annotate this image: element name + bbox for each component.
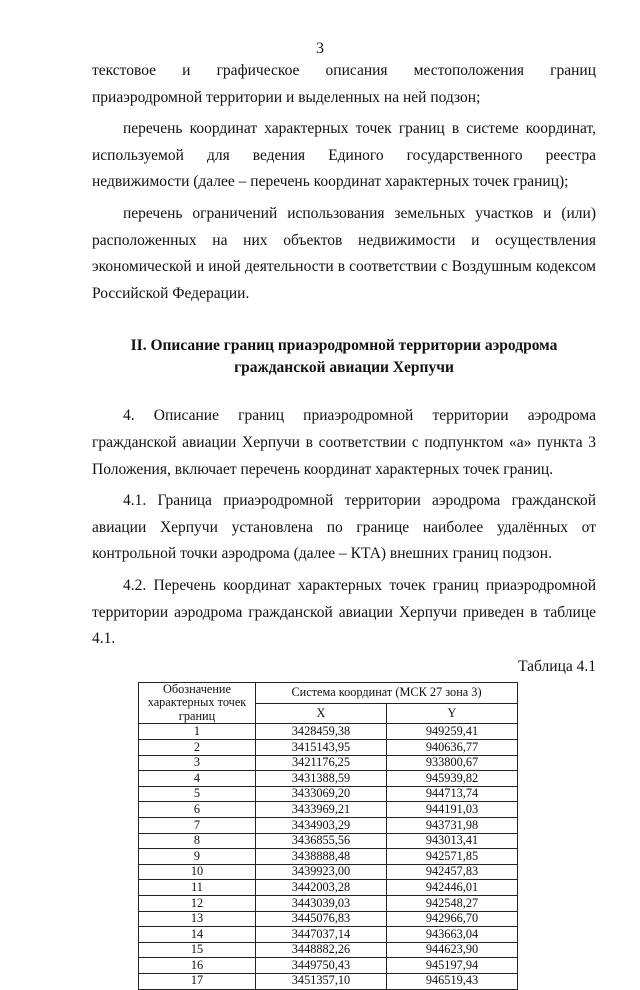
header-designation: Обозначение характерных точек границ — [139, 682, 256, 724]
point-number-cell: 7 — [139, 818, 256, 834]
point-number-cell: 1 — [139, 724, 256, 740]
y-coordinate-cell: 942571,85 — [387, 849, 518, 865]
table-row — [139, 927, 518, 943]
table-row — [139, 942, 518, 958]
table-row — [139, 755, 518, 771]
table-caption: Таблица 4.1 — [518, 657, 596, 675]
point-number-cell: 15 — [139, 942, 256, 958]
point-number-cell: 9 — [139, 849, 256, 865]
page-number: 3 — [316, 40, 324, 57]
table-row — [139, 724, 518, 740]
coordinates-table — [138, 682, 518, 990]
section-heading-line-2: гражданской авиации Херпучи — [234, 359, 454, 377]
table-row — [139, 740, 518, 756]
intro-paragraph-2: перечень координат характерных точек границ в системе координат, используемой для ведения Единого государственного реестра недвижимости (далее – перечень координат характерных точек границ); — [92, 120, 596, 191]
x-coordinate-cell: 3434903,29 — [256, 818, 387, 834]
x-coordinate-cell: 3443039,03 — [256, 896, 387, 912]
point-number-cell: 12 — [139, 896, 256, 912]
header-coordinate-system: Система координат (МСК 27 зона 3) — [256, 682, 518, 703]
point-number-cell: 10 — [139, 864, 256, 880]
y-coordinate-cell: 943663,04 — [387, 927, 518, 943]
x-coordinate-cell: 3438888,48 — [256, 849, 387, 865]
point-number-cell: 16 — [139, 958, 256, 974]
y-coordinate-cell: 944623,90 — [387, 942, 518, 958]
table-row — [139, 818, 518, 834]
point-number-cell: 13 — [139, 911, 256, 927]
table-row — [139, 958, 518, 974]
table-row — [139, 911, 518, 927]
point-number-cell: 8 — [139, 833, 256, 849]
y-coordinate-cell: 944713,74 — [387, 786, 518, 802]
intro-paragraph-1: текстовое и графическое описания местоположения границ приаэродромной территории и выделенных на ней подзон; — [92, 62, 596, 106]
page-content — [92, 58, 596, 990]
table-row — [139, 849, 518, 865]
section-paragraph-4-1: 4.1. Граница приаэродромной территории аэродрома гражданской авиации Херпучи установлена по границе наиболее удалённых от контрольной точки аэродрома (далее – КТА) внешних границ подзон. — [92, 492, 596, 563]
y-coordinate-cell: 940636,77 — [387, 740, 518, 756]
point-number-cell: 6 — [139, 802, 256, 818]
y-coordinate-cell: 943731,98 — [387, 818, 518, 834]
y-coordinate-cell: 949259,41 — [387, 724, 518, 740]
table-row — [139, 771, 518, 787]
y-coordinate-cell: 942446,01 — [387, 880, 518, 896]
x-coordinate-cell: 3449750,43 — [256, 958, 387, 974]
point-number-cell: 4 — [139, 771, 256, 787]
table-row — [139, 802, 518, 818]
point-number-cell: 2 — [139, 740, 256, 756]
y-coordinate-cell: 946519,43 — [387, 973, 518, 989]
y-coordinate-cell: 945197,94 — [387, 958, 518, 974]
header-x: X — [256, 703, 387, 724]
x-coordinate-cell: 3433069,20 — [256, 786, 387, 802]
section-heading — [92, 335, 596, 379]
x-coordinate-cell: 3451357,10 — [256, 973, 387, 989]
header-y: Y — [387, 703, 518, 724]
x-coordinate-cell: 3433969,21 — [256, 802, 387, 818]
y-coordinate-cell: 942457,83 — [387, 864, 518, 880]
point-number-cell: 3 — [139, 755, 256, 771]
table-row — [139, 880, 518, 896]
table-row — [139, 864, 518, 880]
y-coordinate-cell: 944191,03 — [387, 802, 518, 818]
y-coordinate-cell: 942966,70 — [387, 911, 518, 927]
section-heading-line-1: II. Описание границ приаэродромной территории аэродрома — [130, 337, 558, 355]
x-coordinate-cell: 3428459,38 — [256, 724, 387, 740]
y-coordinate-cell: 945939,82 — [387, 771, 518, 787]
x-coordinate-cell: 3436855,56 — [256, 833, 387, 849]
x-coordinate-cell: 3415143,95 — [256, 740, 387, 756]
section-paragraph-4-2: 4.2. Перечень координат характерных точек границ приаэродромной территории аэродрома гражданской авиации Херпучи приведен в таблице 4.1. — [92, 576, 596, 648]
table-row — [139, 973, 518, 989]
y-coordinate-cell: 943013,41 — [387, 833, 518, 849]
x-coordinate-cell: 3439923,00 — [256, 864, 387, 880]
point-number-cell: 17 — [139, 973, 256, 989]
intro-paragraph-3: перечень ограничений использования земельных участков и (или) расположенных на них объектов недвижимости и осуществления экономической и иной деятельности в соответствии с Воздушным кодексом Российской Федерации. — [92, 204, 596, 302]
y-coordinate-cell: 933800,67 — [387, 755, 518, 771]
y-coordinate-cell: 942548,27 — [387, 896, 518, 912]
table-row — [139, 833, 518, 849]
table-row — [139, 786, 518, 802]
x-coordinate-cell: 3431388,59 — [256, 771, 387, 787]
x-coordinate-cell: 3448882,26 — [256, 942, 387, 958]
point-number-cell: 14 — [139, 927, 256, 943]
coordinates-table-body — [139, 724, 518, 989]
x-coordinate-cell: 3421176,25 — [256, 755, 387, 771]
point-number-cell: 5 — [139, 786, 256, 802]
section-paragraph-4: 4. Описание границ приаэродромной территории аэродрома гражданской авиации Херпучи в соответствии с подпунктом «а» пункта 3 Положения, включает перечень координат характерных точек границ. — [92, 407, 596, 478]
point-number-cell: 11 — [139, 880, 256, 896]
x-coordinate-cell: 3447037,14 — [256, 927, 387, 943]
table-row — [139, 896, 518, 912]
x-coordinate-cell: 3442003,28 — [256, 880, 387, 896]
x-coordinate-cell: 3445076,83 — [256, 911, 387, 927]
